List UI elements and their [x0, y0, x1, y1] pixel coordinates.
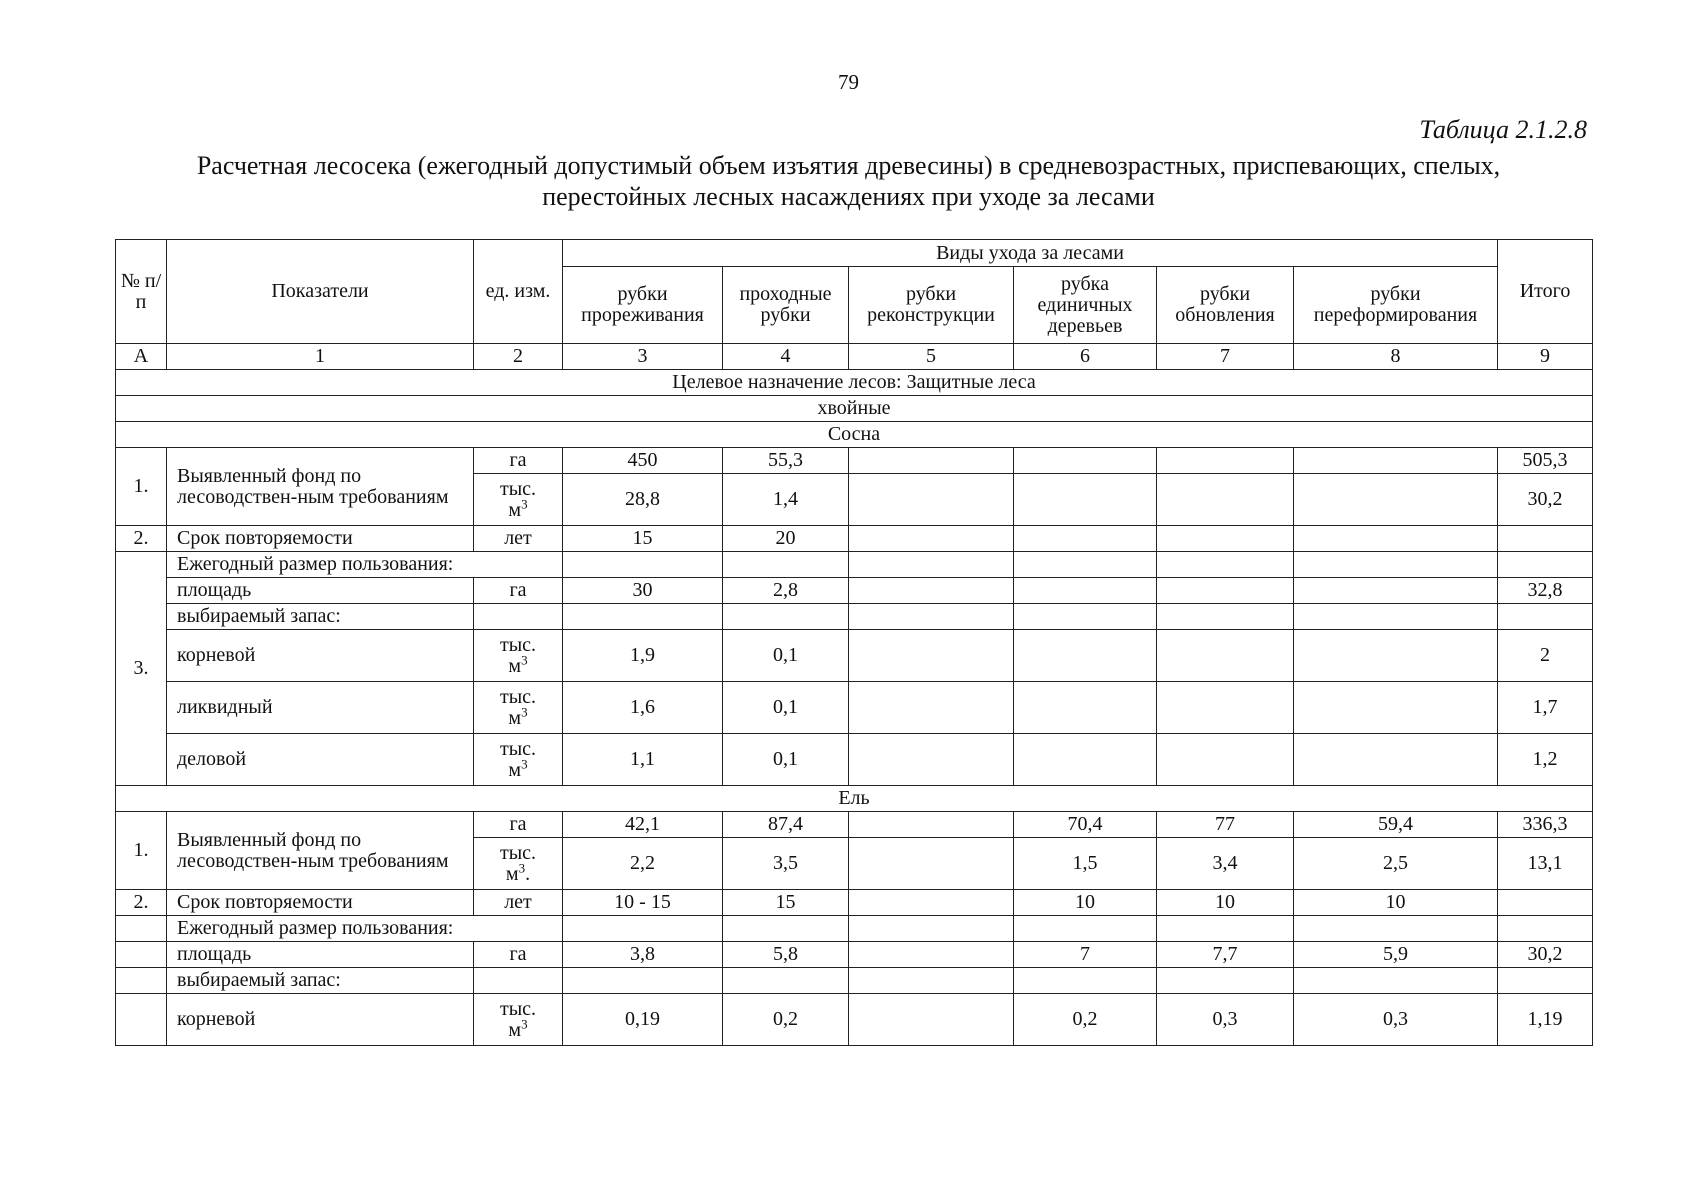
value-cell — [1157, 968, 1294, 994]
value-cell — [849, 838, 1014, 890]
value-cell — [1294, 734, 1498, 786]
value-cell: 55,3 — [723, 448, 849, 474]
total-cell: 13,1 — [1498, 838, 1593, 890]
value-cell — [849, 994, 1014, 1046]
value-cell — [563, 552, 723, 578]
table-row — [116, 916, 1593, 942]
table-row — [116, 734, 1593, 786]
value-cell — [849, 734, 1014, 786]
row-num — [116, 942, 167, 968]
unit-cell: га — [474, 448, 563, 474]
row-label: Срок повторяемости — [167, 526, 474, 552]
value-cell — [1294, 604, 1498, 630]
value-cell: 0,2 — [723, 994, 849, 1046]
total-cell: 30,2 — [1498, 942, 1593, 968]
section-row — [116, 422, 1593, 448]
row-num — [116, 994, 167, 1046]
value-cell: 1,5 — [1014, 838, 1157, 890]
row-label: Выявленный фонд по лесоводствен-ным требованиям — [167, 812, 474, 890]
value-cell — [1014, 682, 1157, 734]
unit-cell: га — [474, 812, 563, 838]
value-cell — [563, 968, 723, 994]
value-cell — [1014, 916, 1157, 942]
value-cell — [849, 526, 1014, 552]
value-cell: 1,4 — [723, 474, 849, 526]
total-cell — [1498, 968, 1593, 994]
value-cell: 0,1 — [723, 734, 849, 786]
total-cell: 1,2 — [1498, 734, 1593, 786]
title-line-2: перестойных лесных насаждениях при уходе за лесами — [542, 182, 1155, 211]
value-cell: 2,2 — [563, 838, 723, 890]
value-cell: 7,7 — [1157, 942, 1294, 968]
index-cell: 2 — [474, 344, 563, 370]
value-cell — [1014, 474, 1157, 526]
index-cell: 5 — [849, 344, 1014, 370]
total-cell — [1498, 916, 1593, 942]
value-cell — [849, 630, 1014, 682]
section-row — [116, 370, 1593, 396]
index-cell: 6 — [1014, 344, 1157, 370]
header-unit: ед. изм. — [474, 240, 563, 344]
total-cell: 30,2 — [1498, 474, 1593, 526]
value-cell: 70,4 — [1014, 812, 1157, 838]
value-cell: 1,9 — [563, 630, 723, 682]
total-cell: 1,7 — [1498, 682, 1593, 734]
title-line-1: Расчетная лесосека (ежегодный допустимый объем изъятия древесины) в средневозрастных, приспевающих, спелых, — [196, 151, 1501, 180]
value-cell — [1157, 526, 1294, 552]
unit-cell: тыс. $м^3$ — [474, 474, 563, 526]
value-cell: 5,9 — [1294, 942, 1498, 968]
value-cell: 5,8 — [723, 942, 849, 968]
value-cell — [1014, 578, 1157, 604]
value-cell — [723, 604, 849, 630]
value-cell — [1294, 916, 1498, 942]
value-cell — [723, 916, 849, 942]
index-cell: 3 — [563, 344, 723, 370]
value-cell: 0,3 — [1294, 994, 1498, 1046]
value-cell — [1294, 448, 1498, 474]
header-col: проходные рубки — [723, 267, 849, 344]
unit-cell: га — [474, 942, 563, 968]
section-species-el: Ель — [116, 786, 1593, 812]
total-cell: 1,19 — [1498, 994, 1593, 1046]
index-row — [116, 344, 1593, 370]
total-cell — [1498, 552, 1593, 578]
value-cell — [1294, 552, 1498, 578]
unit-cell: тыс. $м^3$ — [474, 734, 563, 786]
row-label: выбираемый запас: — [167, 968, 474, 994]
section-row — [116, 396, 1593, 422]
value-cell: 10 - 15 — [563, 890, 723, 916]
section-row — [116, 786, 1593, 812]
value-cell: 20 — [723, 526, 849, 552]
value-cell: 2,8 — [723, 578, 849, 604]
unit-cell: тыс. $м^3$. — [474, 838, 563, 890]
value-cell — [849, 474, 1014, 526]
header-indicator: Показатели — [167, 240, 474, 344]
table-row — [116, 812, 1593, 838]
total-cell: 2 — [1498, 630, 1593, 682]
value-cell — [1157, 448, 1294, 474]
value-cell — [1157, 474, 1294, 526]
unit-cell: тыс. $м^3$ — [474, 682, 563, 734]
value-cell — [1014, 552, 1157, 578]
value-cell: 1,1 — [563, 734, 723, 786]
total-cell — [1498, 890, 1593, 916]
table-label: Таблица 2.1.2.8 — [1419, 115, 1587, 144]
total-cell — [1498, 526, 1593, 552]
value-cell: 0,2 — [1014, 994, 1157, 1046]
value-cell: 0,19 — [563, 994, 723, 1046]
row-num: 2. — [116, 890, 167, 916]
value-cell: 1,6 — [563, 682, 723, 734]
row-num: 2. — [116, 526, 167, 552]
row-label: Ежегодный размер пользования: — [167, 916, 563, 942]
value-cell — [1157, 734, 1294, 786]
value-cell — [1014, 448, 1157, 474]
row-num: 3. — [116, 552, 167, 786]
index-cell: 8 — [1294, 344, 1498, 370]
unit-cell: га — [474, 578, 563, 604]
value-cell: 30 — [563, 578, 723, 604]
section-purpose: Целевое назначение лесов: Защитные леса — [116, 370, 1593, 396]
value-cell — [563, 916, 723, 942]
section-group: хвойные — [116, 396, 1593, 422]
index-cell: 1 — [167, 344, 474, 370]
header-col: рубки реконструкции — [849, 267, 1014, 344]
row-label: ликвидный — [167, 682, 474, 734]
header-col: рубки прореживания — [563, 267, 723, 344]
value-cell — [1157, 604, 1294, 630]
value-cell — [849, 604, 1014, 630]
total-cell — [1498, 604, 1593, 630]
value-cell: 0,1 — [723, 682, 849, 734]
index-cell: 9 — [1498, 344, 1593, 370]
value-cell — [849, 682, 1014, 734]
row-label: деловой — [167, 734, 474, 786]
row-num: 1. — [116, 812, 167, 890]
header-total: Итого — [1498, 240, 1593, 344]
value-cell — [1157, 916, 1294, 942]
value-cell: 87,4 — [723, 812, 849, 838]
row-label: Ежегодный размер пользования: — [167, 552, 563, 578]
harvest-table — [115, 239, 1593, 1046]
row-label: Выявленный фонд по лесоводствен-ным требованиям — [167, 448, 474, 526]
value-cell: 15 — [723, 890, 849, 916]
unit-cell — [474, 968, 563, 994]
value-cell — [723, 968, 849, 994]
table-row — [116, 630, 1593, 682]
total-cell: 505,3 — [1498, 448, 1593, 474]
row-label: площадь — [167, 578, 474, 604]
header-col: рубки переформирования — [1294, 267, 1498, 344]
value-cell: 450 — [563, 448, 723, 474]
value-cell: 2,5 — [1294, 838, 1498, 890]
unit-cell: тыс. $м^3$ — [474, 994, 563, 1046]
table-row — [116, 942, 1593, 968]
value-cell — [723, 552, 849, 578]
table-row — [116, 448, 1593, 474]
section-species-sosna: Сосна — [116, 422, 1593, 448]
table-row — [116, 578, 1593, 604]
value-cell — [849, 968, 1014, 994]
value-cell: 59,4 — [1294, 812, 1498, 838]
total-cell: 336,3 — [1498, 812, 1593, 838]
index-cell: 7 — [1157, 344, 1294, 370]
value-cell — [849, 890, 1014, 916]
value-cell: 10 — [1294, 890, 1498, 916]
value-cell: 3,4 — [1157, 838, 1294, 890]
value-cell — [1157, 630, 1294, 682]
value-cell — [1014, 968, 1157, 994]
value-cell — [849, 812, 1014, 838]
table-row — [116, 526, 1593, 552]
value-cell — [1014, 526, 1157, 552]
value-cell: 10 — [1014, 890, 1157, 916]
value-cell — [849, 578, 1014, 604]
value-cell: 3,5 — [723, 838, 849, 890]
row-num — [116, 916, 167, 942]
table-row — [116, 994, 1593, 1046]
value-cell: 7 — [1014, 942, 1157, 968]
index-cell: 4 — [723, 344, 849, 370]
value-cell: 0,3 — [1157, 994, 1294, 1046]
row-label: площадь — [167, 942, 474, 968]
value-cell — [563, 604, 723, 630]
unit-cell: лет — [474, 890, 563, 916]
value-cell: 10 — [1157, 890, 1294, 916]
header-num: № п/п — [116, 240, 167, 344]
table-row — [116, 604, 1593, 630]
value-cell: 3,8 — [563, 942, 723, 968]
header-group: Виды ухода за лесами — [563, 240, 1498, 267]
header-row-1 — [116, 240, 1593, 267]
total-cell: 32,8 — [1498, 578, 1593, 604]
table-row — [116, 552, 1593, 578]
row-label: выбираемый запас: — [167, 604, 474, 630]
table-row — [116, 890, 1593, 916]
document-title — [100, 150, 1597, 212]
unit-cell: тыс. $м^3$ — [474, 630, 563, 682]
table-row — [116, 682, 1593, 734]
value-cell: 77 — [1157, 812, 1294, 838]
value-cell — [1014, 604, 1157, 630]
table-row — [116, 968, 1593, 994]
value-cell — [1294, 968, 1498, 994]
value-cell: 15 — [563, 526, 723, 552]
value-cell: 42,1 — [563, 812, 723, 838]
value-cell — [1014, 734, 1157, 786]
value-cell: 0,1 — [723, 630, 849, 682]
row-label: корневой — [167, 994, 474, 1046]
row-label: корневой — [167, 630, 474, 682]
value-cell — [849, 448, 1014, 474]
row-num — [116, 968, 167, 994]
value-cell — [849, 916, 1014, 942]
unit-cell: лет — [474, 526, 563, 552]
value-cell — [1157, 578, 1294, 604]
header-col: рубки обновления — [1157, 267, 1294, 344]
index-cell: А — [116, 344, 167, 370]
value-cell — [1157, 682, 1294, 734]
unit-cell — [474, 604, 563, 630]
value-cell — [849, 552, 1014, 578]
row-num: 1. — [116, 448, 167, 526]
value-cell — [1014, 630, 1157, 682]
value-cell — [1157, 552, 1294, 578]
value-cell — [1294, 526, 1498, 552]
value-cell — [1294, 682, 1498, 734]
value-cell — [1294, 630, 1498, 682]
row-label: Срок повторяемости — [167, 890, 474, 916]
value-cell — [1294, 474, 1498, 526]
value-cell — [1294, 578, 1498, 604]
value-cell: 28,8 — [563, 474, 723, 526]
header-col: рубка единичных деревьев — [1014, 267, 1157, 344]
value-cell — [849, 942, 1014, 968]
page-number: 79 — [838, 70, 859, 94]
